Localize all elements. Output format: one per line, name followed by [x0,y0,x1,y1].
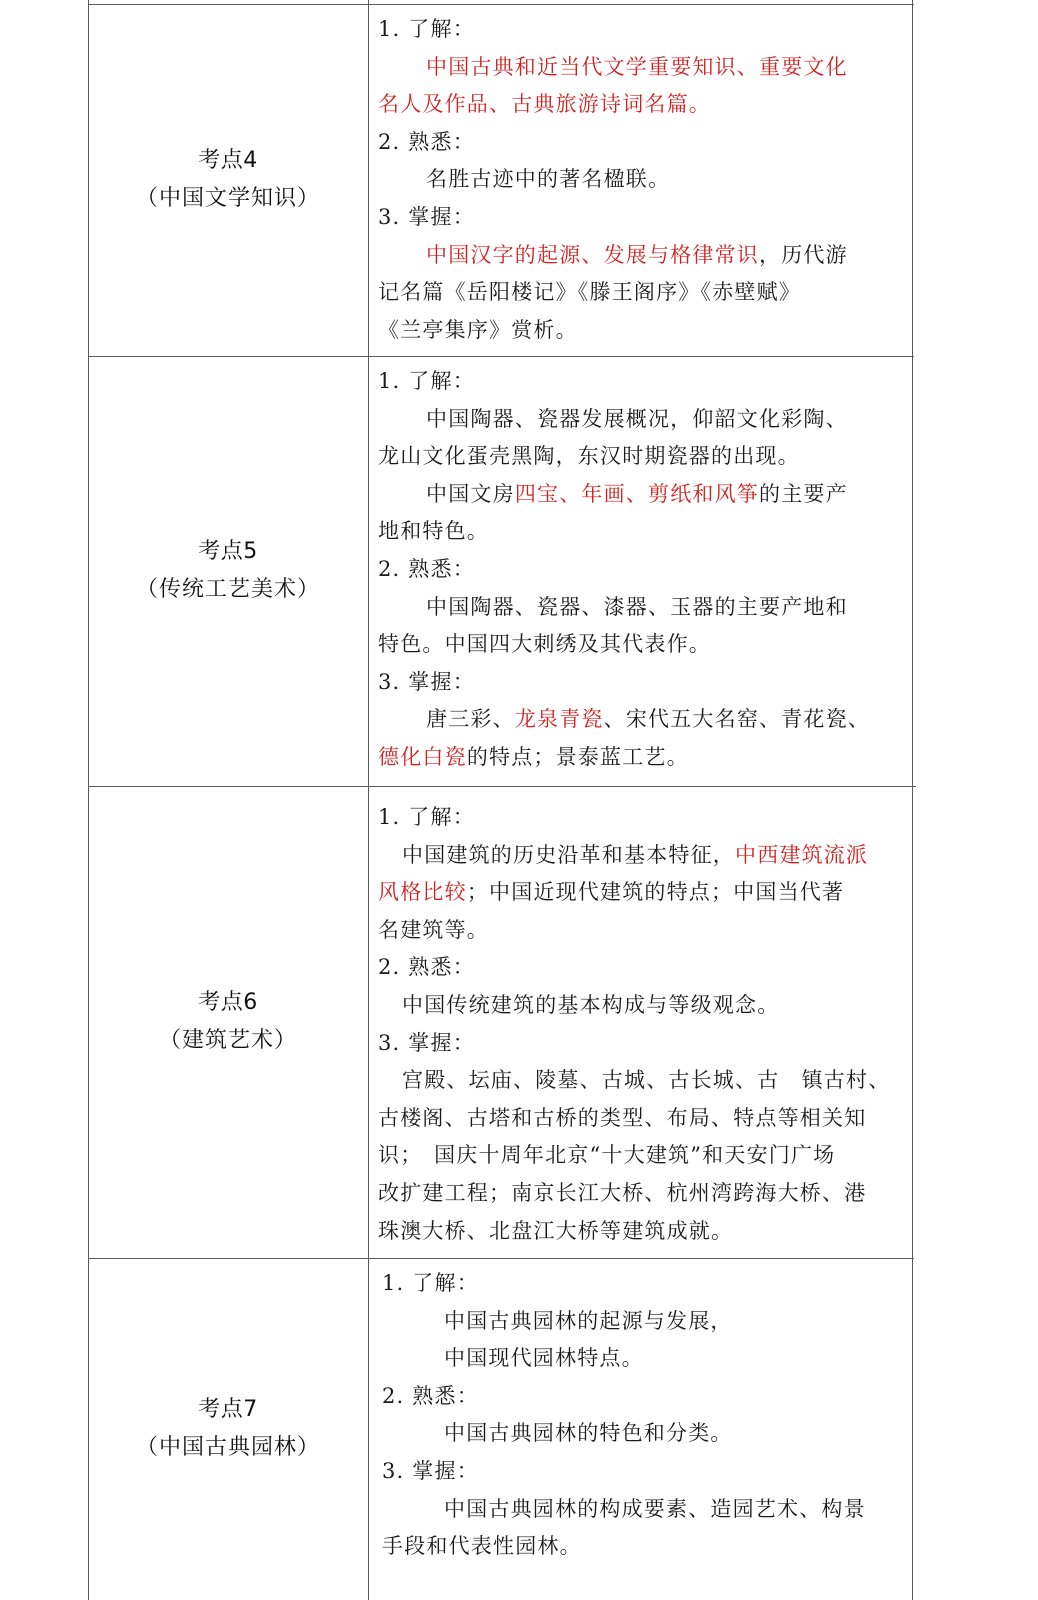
content-line: 唐三彩、龙泉青瓷、宋代五大名窑、青花瓷、 [426,707,871,732]
section-heading: 3. 掌握： [378,204,475,229]
section-heading: 2. 熟悉： [378,955,475,980]
topic-title: 考点4 [198,148,258,173]
content-line: 龙山文化蛋壳黑陶，东汉时期瓷器的出现。 [378,444,800,469]
content-line: 宫殿、坛庙、陵墓、古城、古长城、古 镇古村、 [402,1068,891,1093]
content-line: 名人及作品、古典旅游诗词名篇。 [378,92,711,117]
column-divider [368,0,369,1600]
content-line: 中国古典园林的特色和分类。 [444,1421,733,1446]
row-topic-cell [88,786,368,1258]
content-line: 珠澳大桥、北盘江大桥等建筑成就。 [378,1218,734,1243]
content-line: 中国汉字的起源、发展与格律常识，历代游 [426,242,848,267]
section-heading: 3. 掌握： [378,1030,475,1055]
content-line: 《兰亭集序》赏析。 [378,317,578,342]
content-line: 德化白瓷的特点；景泰蓝工艺。 [378,744,689,769]
section-heading: 1. 了解： [382,1271,479,1295]
section-heading: 1. 了解： [378,17,475,41]
content-line: 中国陶器、瓷器发展概况，仰韶文化彩陶、 [426,406,848,431]
content-line: 风格比较；中国近现代建筑的特点；中国当代著 [378,880,845,905]
content-line: 中国传统建筑的基本构成与等级观念。 [402,992,780,1017]
row-content-cell [382,1265,902,1566]
row-topic-cell [88,356,368,786]
content-line: 识； 国庆十周年北京“十大建筑”和天安门广场 [378,1143,836,1168]
topic-subtitle: （中国古典园林） [135,1435,320,1460]
table-border-right [912,0,913,1600]
row-topic-cell [88,4,368,356]
content-line: 中国陶器、瓷器、漆器、玉器的主要产地和 [426,594,848,619]
topic-title: 考点7 [198,1397,258,1422]
content-line: 中国古典和近当代文学重要知识、重要文化 [426,54,848,79]
content-line: 记名篇《岳阳楼记》《滕王阁序》《赤壁赋》 [378,280,801,305]
row-content-cell [378,363,898,777]
topic-subtitle: （建筑艺术） [158,1028,297,1053]
content-line: 特色。中国四大刺绣及其代表作。 [378,632,711,657]
topic-subtitle: （传统工艺美术） [135,577,320,602]
section-heading: 2. 熟悉： [378,129,475,154]
content-line: 中国建筑的历史沿革和基本特征，中西建筑流派 [402,842,869,867]
row-content-cell [378,11,898,349]
section-heading: 3. 掌握： [382,1458,479,1483]
topic-title: 考点6 [198,990,258,1015]
content-line: 地和特色。 [378,519,489,544]
content-line: 手段和代表性园林。 [382,1534,582,1559]
section-heading: 1. 了解： [378,805,475,829]
content-line: 名建筑等。 [378,917,489,942]
row-content-cell [378,799,898,1250]
section-heading: 2. 熟悉： [378,556,475,581]
topic-title: 考点5 [198,539,258,564]
content-line: 中国现代园林特点。 [444,1346,644,1371]
section-heading: 3. 掌握： [378,669,475,694]
content-line: 中国古典园林的构成要素、造园艺术、构景 [444,1496,866,1521]
content-line: 中国文房四宝、年画、剪纸和风筝的主要产 [426,481,848,506]
topic-subtitle: （中国文学知识） [135,186,320,211]
content-line: 古楼阁、古塔和古桥的类型、布局、特点等相关知 [378,1105,867,1130]
content-line: 改扩建工程；南京长江大桥、杭州湾跨海大桥、港 [378,1180,867,1205]
section-heading: 2. 熟悉： [382,1383,479,1408]
row-topic-cell [88,1258,368,1600]
section-heading: 1. 了解： [378,369,475,393]
content-line: 中国古典园林的起源与发展， [444,1308,733,1333]
content-line: 名胜古迹中的著名楹联。 [426,167,671,192]
